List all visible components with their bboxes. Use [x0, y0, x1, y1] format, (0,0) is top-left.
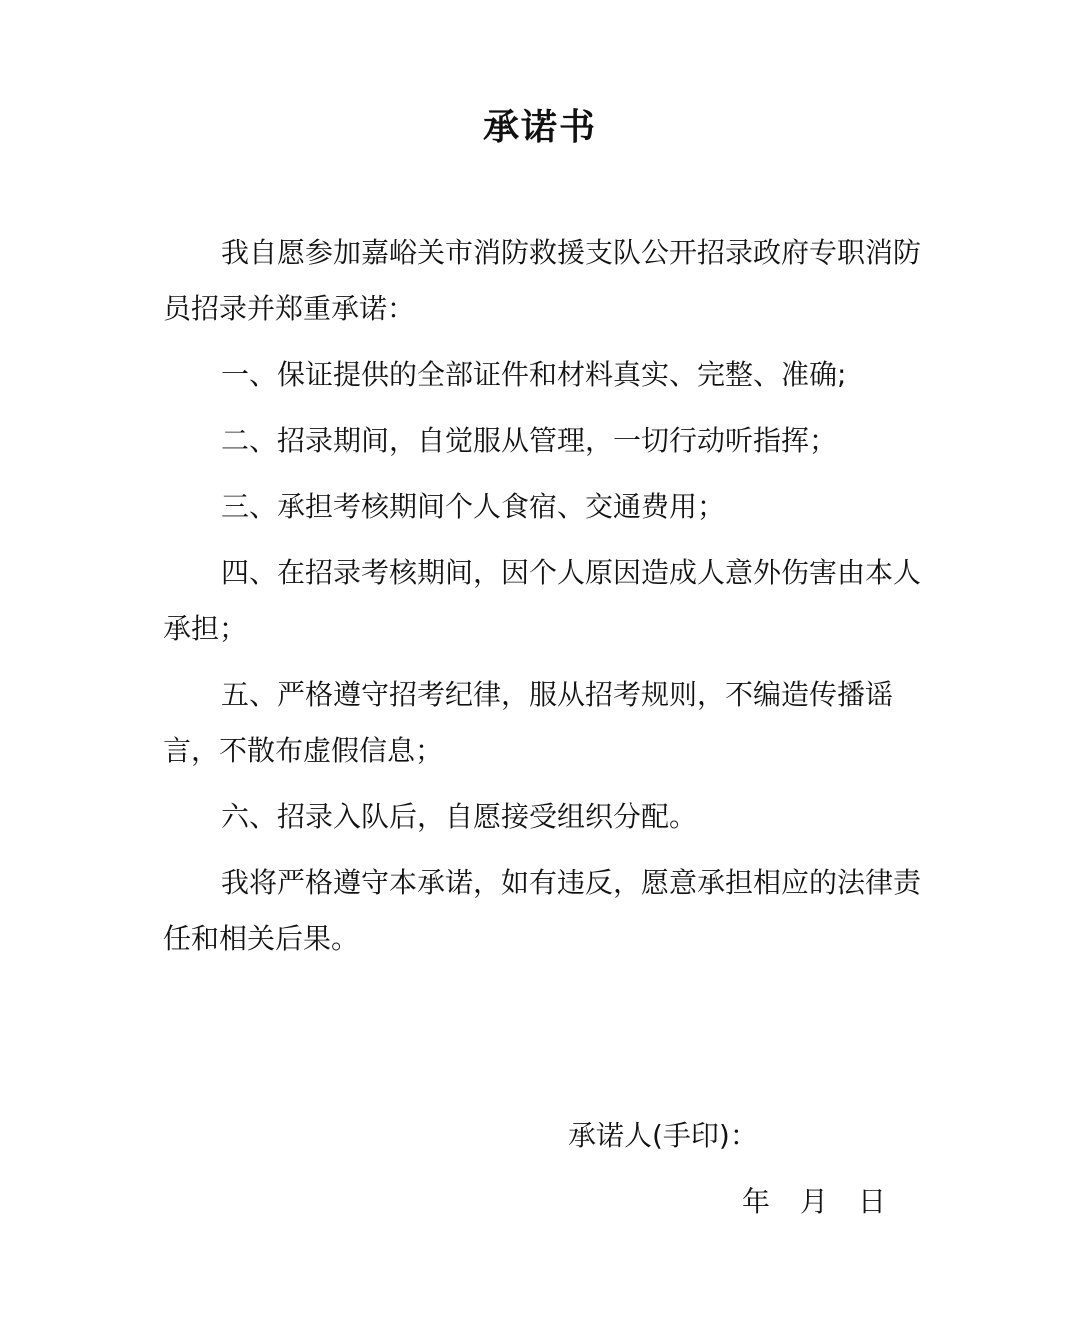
pledge-item-1: 一、保证提供的全部证件和材料真实、完整、准确; — [221, 358, 847, 391]
date-day-label: 日 — [858, 1185, 887, 1218]
pledge-item-5: 五、严格遵守招考纪律，服从招考规则，不编造传播谣言，不散布虚假信息； — [163, 678, 894, 767]
pledge-item-4: 四、在招录考核期间，因个人原因造成人意外伤害由本人承担； — [163, 556, 922, 645]
pledge-body — [163, 225, 923, 977]
date-month-label: 月 — [800, 1185, 829, 1218]
closing-paragraph: 我将严格遵守本承诺，如有违反，愿意承担相应的法律责任和相关后果。 — [163, 866, 922, 955]
intro-paragraph: 我自愿参加嘉峪关市消防救援支队公开招录政府专职消防员招录并郑重承诺： — [163, 236, 922, 325]
pledge-item-2: 二、招录期间，自觉服从管理，一切行动听指挥； — [221, 424, 838, 457]
signature-label: 承诺人(手印)： — [568, 1119, 758, 1152]
pledge-item-3: 三、承担考核期间个人食宿、交通费用； — [221, 490, 726, 523]
date-line — [742, 1178, 886, 1226]
pledge-item-6: 六、招录入队后，自愿接受组织分配。 — [221, 800, 698, 833]
document-title: 承诺书 — [482, 107, 597, 148]
date-year-label: 年 — [742, 1185, 771, 1218]
